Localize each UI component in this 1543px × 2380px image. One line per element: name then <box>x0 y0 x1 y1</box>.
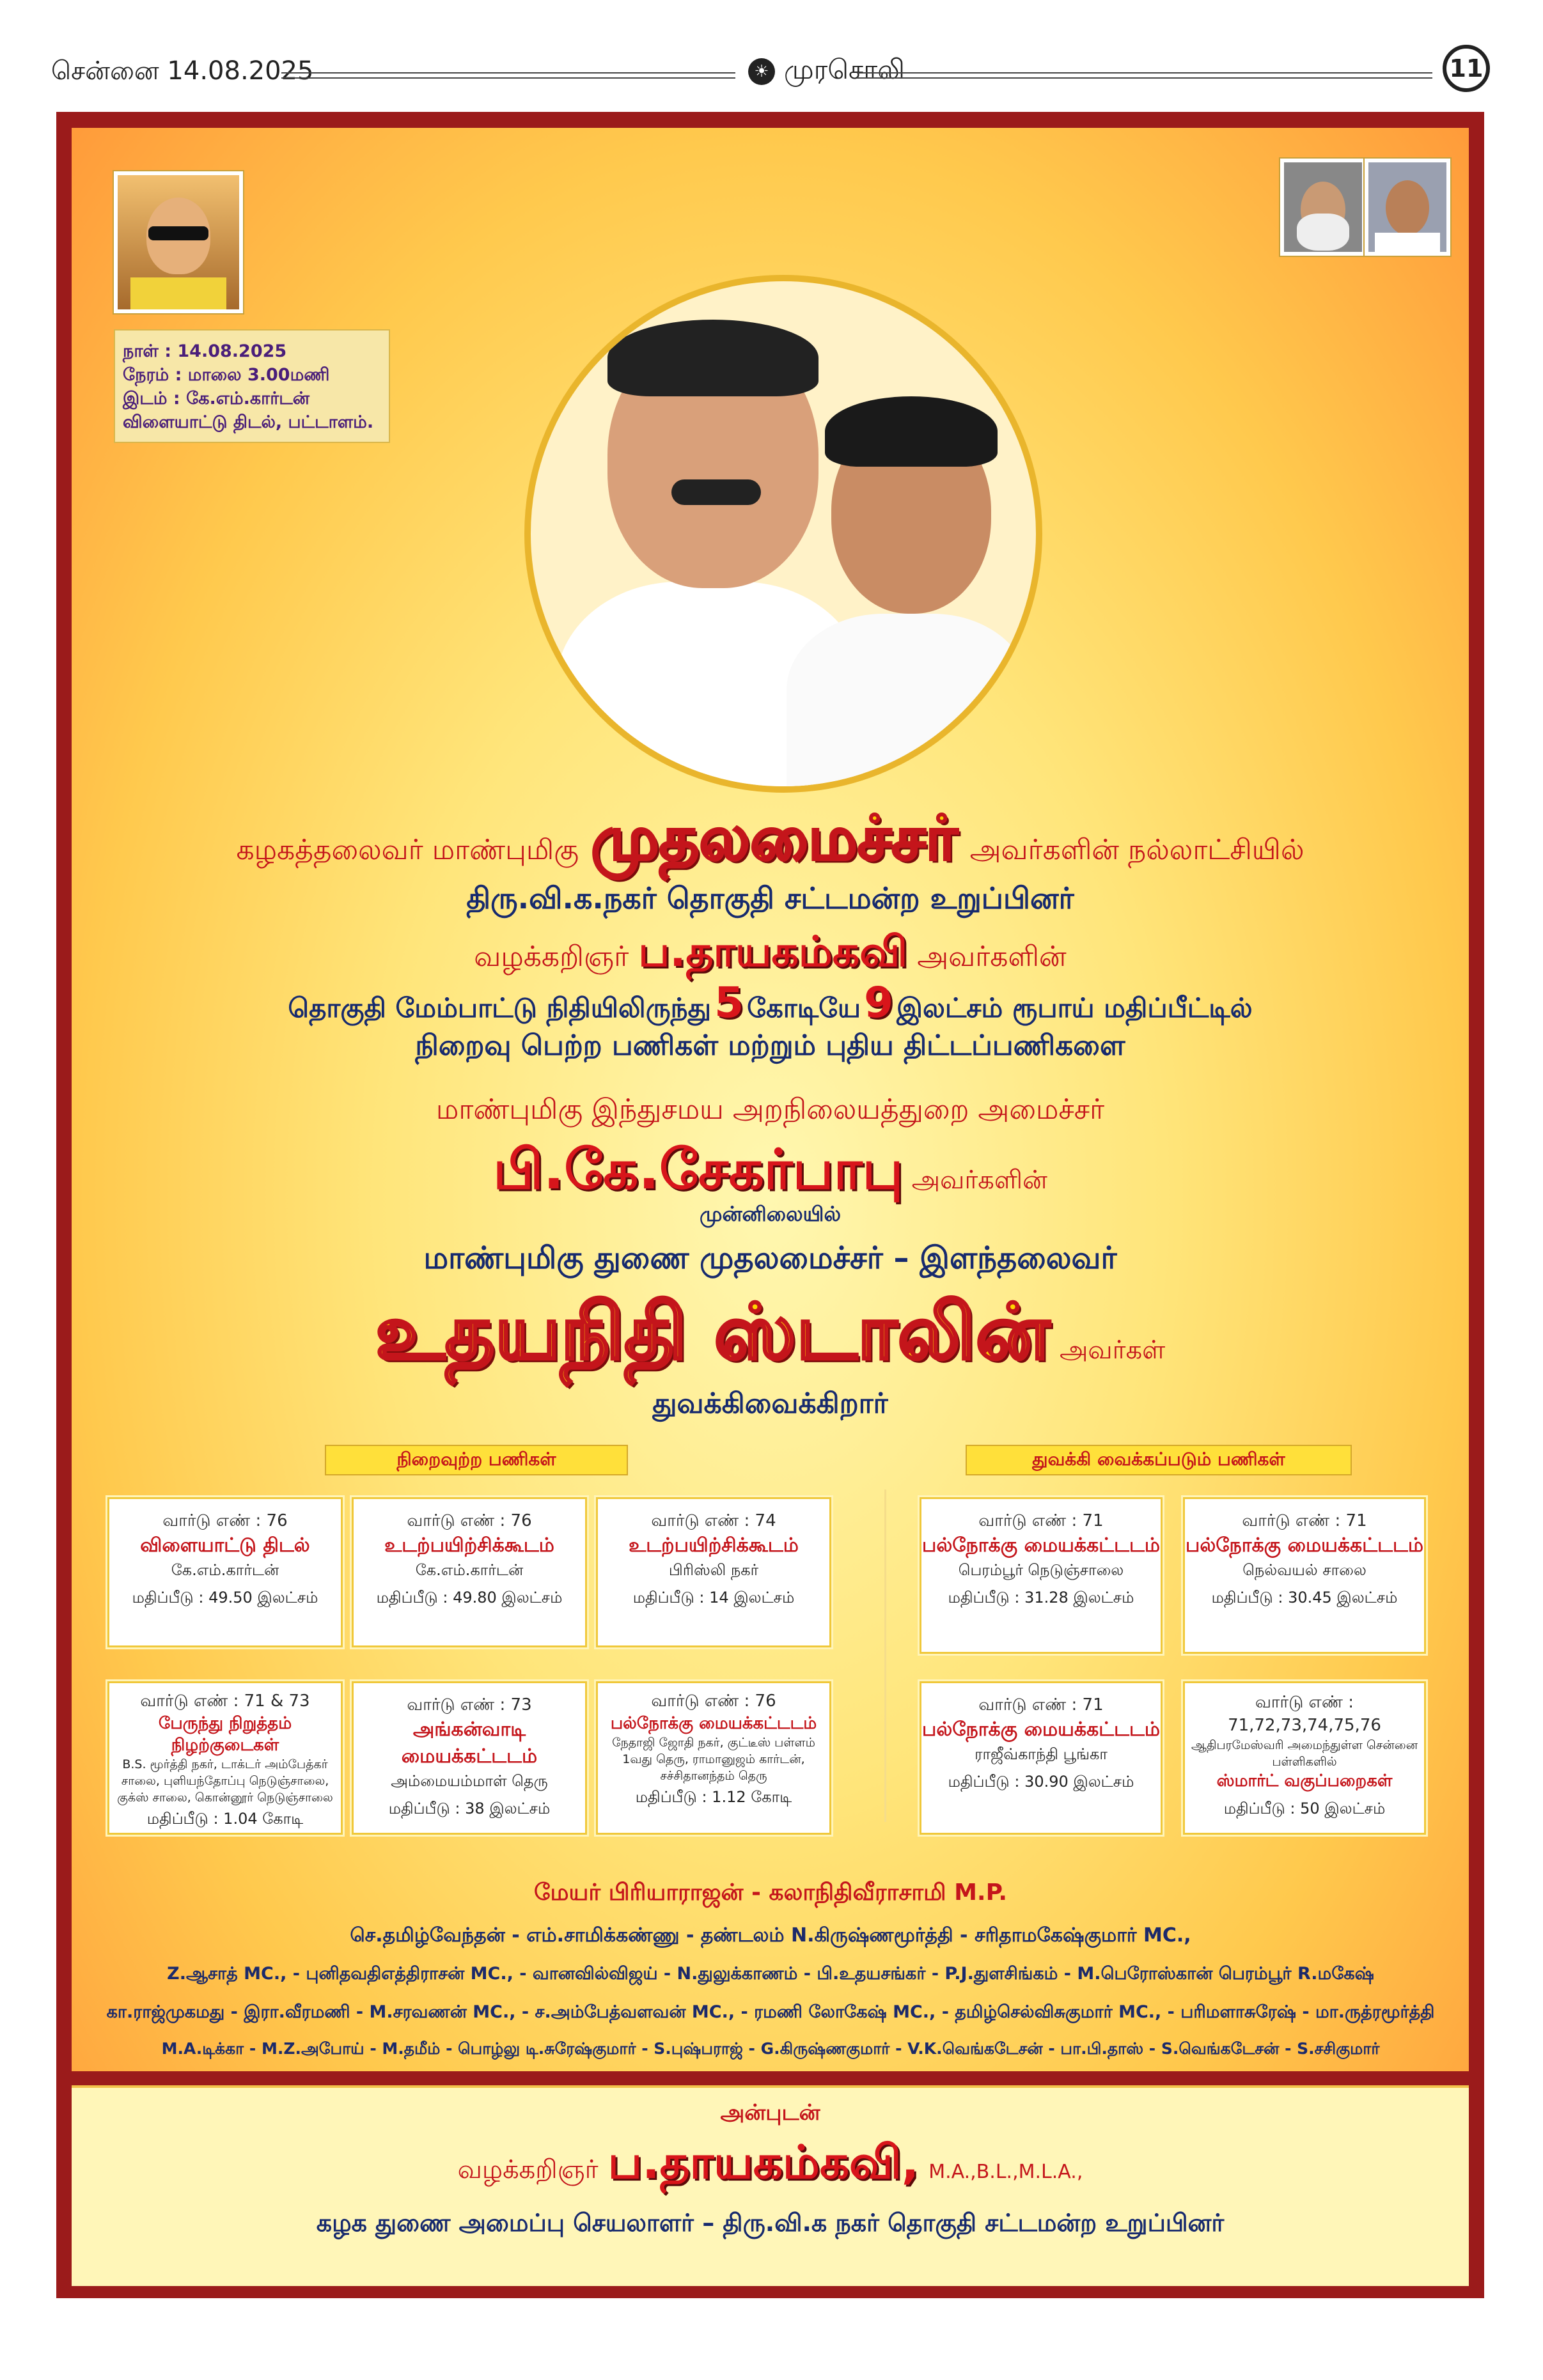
completed-work-card: வார்டு எண் : 76 விளையாட்டு திடல் கே.எம்.கார்டன் மதிப்பீடு : 49.50 இலட்சம் <box>107 1497 343 1647</box>
headline-line-3: வழக்கறிஞர் ப.தாயகம்கவி அவர்களின் <box>474 927 1067 976</box>
headline-line-10: உதயநிதி ஸ்டாலின் அவர்கள் <box>375 1288 1166 1377</box>
footer-signature: வழக்கறிஞர் ப.தாயகம்கவி, M.A.,B.L.,M.L.A., <box>457 2135 1083 2189</box>
section-divider <box>884 1489 886 1822</box>
footer-with-love: அன்புடன் <box>720 2100 820 2126</box>
masthead-rule-right <box>857 72 1432 79</box>
event-venue: இடம் : கே.எம்.கார்டன் <box>123 389 309 408</box>
event-info-box <box>114 329 390 443</box>
headline-line-5: நிறைவு பெற்ற பணிகள் மற்றும் புதிய திட்டப்பணிகளை <box>415 1029 1125 1062</box>
rising-sun-logo-icon: ☀ <box>748 58 775 85</box>
leader-photo-left <box>114 171 243 313</box>
masthead-rule-left <box>281 72 735 79</box>
new-work-card: வார்டு எண் : 71 பல்நோக்கு மையக்கட்டடம் நெல்வயல் சாலை மதிப்பீடு : 30.45 இலட்சம் <box>1183 1497 1426 1654</box>
names-row-1: மேயர் பிரியாராஜன் - கலாநிதிவீராசாமி M.P. <box>533 1879 1008 1906</box>
page-number: 11 <box>1443 45 1490 92</box>
headline-mla-name: ப.தாயகம்கவி <box>638 927 908 976</box>
completed-work-card: வார்டு எண் : 76 பல்நோக்கு மையக்கட்டடம் நேதாஜி ஜோதி நகர், குட்டீஸ் பள்ளம் 1வது தெரு, ராமானுஜம் கார்டன், சச்சிதானந்தம் தெரு மதிப்பீடு : 1.12 கோடி <box>596 1681 831 1835</box>
headline-line-11: துவக்கிவைக்கிறார் <box>652 1387 888 1420</box>
headline-deputy-cm-name: உதயநிதி ஸ்டாலின் <box>375 1288 1050 1377</box>
footer-role: கழக துணை அமைப்பு செயலாளர் – திரு.வி.க நகர் தொகுதி சட்டமன்ற உறுப்பினர் <box>316 2209 1225 2237</box>
headline-line-8: முன்னிலையில் <box>699 1202 842 1226</box>
masthead <box>51 45 1490 102</box>
event-time: நேரம் : மாலை 3.00மணி <box>123 365 330 385</box>
names-row-5: M.A.டிக்கா - M.Z.அபோய் - M.தமீம் - பொழ்லு டி.சுரேஷ்குமார் - S.புஷ்பராஜ் - G.கிருஷ்ணகுமார் - V.K.வெங்கடேசன் - பா.பி.தாஸ் - S.வெங்கடேசன் - S.சசிகுமார் <box>161 2039 1380 2058</box>
event-venue-line2: விளையாட்டு திடல், பட்டாளம். <box>123 412 374 432</box>
completed-work-card: வார்டு எண் : 71 & 73 பேருந்து நிறுத்தம் நிழற்குடைகள் B.S. மூர்த்தி நகர், டாக்டர் அம்பேத்கர் சாலை, புளியந்தோப்பு நெடுஞ்சாலை, குக்ஸ் சாலை, கொன்னூர் நெடுஞ்சாலை மதிப்பீடு : 1.04 கோடி <box>107 1681 343 1835</box>
new-works-label: துவக்கி வைக்கப்படும் பணிகள் <box>966 1445 1352 1475</box>
footer-name: ப.தாயகம்கவி, <box>607 2135 920 2189</box>
names-row-4: கா.ராஜ்முகமது - இரா.வீரமணி - M.சரவணன் MC., - ச.அம்பேத்வளவன் MC., - ரமணி லோகேஷ் MC., - தமிழ்செல்விசுகுமார் MC., - பரிமளாசுரேஷ் - மா.ருத்ரமூர்த்தி <box>106 2002 1435 2022</box>
new-work-card: வார்டு எண் : 71 பல்நோக்கு மையக்கட்டடம் பெரம்பூர் நெடுஞ்சாலை மதிப்பீடு : 31.28 இலட்சம் <box>920 1497 1163 1654</box>
headline-chief-minister: முதலமைச்சர் <box>591 802 958 874</box>
masthead-date: சென்னை 14.08.2025 <box>51 56 314 86</box>
completed-work-card: வார்டு எண் : 74 உடற்பயிற்சிக்கூடம் பிரிஸ்லி நகர் மதிப்பீடு : 14 இலட்சம் <box>596 1497 831 1647</box>
leader-photo-right-2 <box>1365 159 1450 256</box>
headline-line-6: மாண்புமிகு இந்துசமய அறநிலையத்துறை அமைச்சர் <box>435 1093 1105 1126</box>
headline-line-2: திரு.வி.க.நகர் தொகுதி சட்டமன்ற உறுப்பினர் <box>466 881 1074 915</box>
new-work-card: வார்டு எண் : 71 பல்நோக்கு மையக்கட்டடம் ராஜீவ்காந்தி பூங்கா மதிப்பீடு : 30.90 இலட்சம் <box>920 1681 1163 1835</box>
masthead-paper <box>748 54 905 89</box>
headline-line-7: பி.கே.சேகர்பாபு அவர்களின் <box>493 1138 1047 1202</box>
new-work-card: வார்டு எண் : 71,72,73,74,75,76 ஆதிபரமேஸ்வரி அமைந்துள்ள சென்னை பள்ளிகளில் ஸ்மார்ட் வகுப்பறைகள் மதிப்பீடு : 50 இலட்சம் <box>1183 1681 1426 1835</box>
headline-line-4: தொகுதி மேம்பாட்டு நிதியிலிருந்து 5 கோடியே 9 இலட்சம் ரூபாய் மதிப்பீட்டில் <box>288 978 1253 1027</box>
leader-photo-right-1 <box>1280 159 1366 256</box>
paper-name: முரசொலி <box>784 54 905 85</box>
main-portrait-circle <box>524 275 1042 793</box>
names-row-2: செ.தமிழ்வேந்தன் - எம்.சாமிக்கண்ணு - தண்டலம் N.கிருஷ்ணமூர்த்தி - சரிதாமகேஷ்குமார் MC., <box>350 1924 1191 1947</box>
headline-minister-name: பி.கே.சேகர்பாபு <box>493 1138 904 1202</box>
headline-line-9: மாண்புமிகு துணை முதலமைச்சர் – இளந்தலைவர் <box>423 1240 1117 1276</box>
completed-work-card: வார்டு எண் : 73 அங்கன்வாடி மையக்கட்டடம் அம்மையம்மாள் தெரு மதிப்பீடு : 38 இலட்சம் <box>352 1681 587 1835</box>
names-row-3: Z.ஆசாத் MC., - புனிதவதிஎத்திராசன் MC., - வானவில்விஜய் - N.துலுக்காணம் - பி.உதயசங்கர் - P.J.துளசிங்கம் - M.பெரோஸ்கான் பெரம்பூர் R.மகேஷ் <box>167 1964 1374 1984</box>
completed-work-card: வார்டு எண் : 76 உடற்பயிற்சிக்கூடம் கே.எம்.கார்டன் மதிப்பீடு : 49.80 இலட்சம் <box>352 1497 587 1647</box>
completed-works-label: நிறைவுற்ற பணிகள் <box>325 1445 628 1475</box>
headline-line-1: கழகத்தலைவர் மாண்புமிகு முதலமைச்சர் அவர்களின் நல்லாட்சியில் <box>236 802 1304 874</box>
event-date: நாள் : 14.08.2025 <box>123 341 287 361</box>
